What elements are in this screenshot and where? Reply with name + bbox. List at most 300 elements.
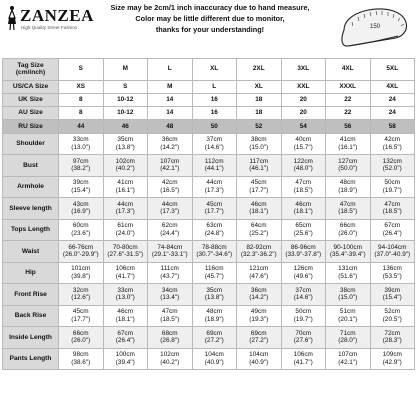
inch-value: (17.7") <box>71 315 91 323</box>
measurement-cell <box>103 219 148 241</box>
measuring-tape-icon <box>338 0 414 56</box>
size-cell: S <box>59 59 104 81</box>
cm-value: 38cm <box>250 136 267 144</box>
size-cell: L <box>148 59 193 81</box>
inch-value: (18.1") <box>249 208 269 216</box>
cm-value: 116cm <box>204 265 224 273</box>
inch-value: (23.6") <box>71 229 91 237</box>
cm-value: 71cm <box>339 329 356 337</box>
cm-value: 33cm <box>117 286 134 294</box>
cm-value: 46cm <box>117 308 134 316</box>
measurement-cell <box>59 219 104 241</box>
measurement-rows <box>3 133 415 370</box>
notice-line-2: Color may be little different due to monitor, <box>135 14 285 23</box>
measurement-cell <box>148 284 193 306</box>
inch-value: (12.6") <box>71 294 91 302</box>
inch-value: (17.3") <box>204 186 224 194</box>
inch-value: (18.5") <box>160 315 180 323</box>
size-cell: 5XL <box>370 59 415 81</box>
inch-value: (40.9") <box>249 358 269 366</box>
measurement-cell <box>103 262 148 284</box>
measurement-cell <box>192 133 237 155</box>
measurement-cell <box>192 176 237 198</box>
inch-value: (27.6") <box>293 337 313 345</box>
measurement-cell <box>148 198 193 220</box>
measurement-row <box>3 327 415 349</box>
cm-value: 63cm <box>206 222 223 230</box>
measurement-cell <box>370 219 415 241</box>
measurement-cell <box>281 219 326 241</box>
measurement-cell <box>148 176 193 198</box>
inch-value: (17.3") <box>160 208 180 216</box>
inch-value: (40.9") <box>204 358 224 366</box>
inch-value: (41.7") <box>293 358 313 366</box>
measurement-cell <box>148 133 193 155</box>
cm-value: 45cm <box>206 200 223 208</box>
inch-value: (33.9"-37.8") <box>285 251 322 259</box>
measurement-cell <box>281 305 326 327</box>
inch-value: (24.4") <box>160 229 180 237</box>
measurement-row <box>3 219 415 241</box>
measurement-row <box>3 155 415 177</box>
inch-value: (38.6") <box>71 358 91 366</box>
notice-line-3: thanks for your understanding! <box>155 25 265 34</box>
inch-value: (16.1") <box>338 143 358 151</box>
inch-value: (17.7") <box>249 186 269 194</box>
size-row <box>3 120 415 133</box>
row-label: Tops Length <box>3 219 59 241</box>
cm-value: 44cm <box>117 200 134 208</box>
cm-value: 41cm <box>339 136 356 144</box>
inch-value: (16.5") <box>382 143 402 151</box>
inch-value: (15.4") <box>382 294 402 302</box>
measurement-cell <box>326 305 371 327</box>
measurement-cell <box>148 327 193 349</box>
cm-value: 107cm <box>160 157 180 165</box>
cm-value: 47cm <box>339 200 356 208</box>
cm-value: 136cm <box>382 265 402 273</box>
cm-value: 46cm <box>295 200 312 208</box>
inch-value: (14.6") <box>204 143 224 151</box>
measurement-cell <box>326 284 371 306</box>
brand-name: ZANZEA <box>20 6 94 25</box>
inch-value: (15.4") <box>71 186 91 194</box>
size-cell: 24 <box>370 93 415 106</box>
inch-value: (13.0") <box>115 294 135 302</box>
cm-value: 86-96cm <box>290 243 316 251</box>
cm-value: 37cm <box>206 136 223 144</box>
measurement-cell <box>148 155 193 177</box>
row-label: Front Rise <box>3 284 59 306</box>
inch-value: (19.7") <box>293 315 313 323</box>
inch-value: (37.0"-40.9") <box>374 251 411 259</box>
cm-value: 98cm <box>72 351 89 359</box>
inch-value: (18.1") <box>115 315 135 323</box>
inch-value: (18.9") <box>338 186 358 194</box>
cm-value: 67cm <box>117 329 134 337</box>
measurement-cell <box>192 219 237 241</box>
cm-value: 82-92cm <box>246 243 272 251</box>
cm-value: 70-80cm <box>112 243 138 251</box>
measurement-cell <box>237 133 282 155</box>
cm-value: 43cm <box>72 200 89 208</box>
inch-value: (27.2") <box>249 337 269 345</box>
size-cell: XL <box>237 80 282 93</box>
inch-value: (13.8") <box>115 143 135 151</box>
row-label: Tag Size (cm/inch) <box>3 59 59 81</box>
measurement-cell <box>59 241 104 263</box>
measurement-cell <box>370 176 415 198</box>
cm-value: 34cm <box>161 286 178 294</box>
measurement-cell <box>192 198 237 220</box>
measurement-cell <box>370 305 415 327</box>
cm-value: 74-84cm <box>157 243 183 251</box>
measurement-cell <box>148 262 193 284</box>
inch-value: (25.2") <box>249 229 269 237</box>
inch-value: (43.7") <box>160 272 180 280</box>
cm-value: 51cm <box>339 308 356 316</box>
measurement-cell <box>326 327 371 349</box>
size-cell: 2XL <box>237 59 282 81</box>
inch-value: (39.4") <box>115 358 135 366</box>
size-cell: 54 <box>281 120 326 133</box>
cm-value: 48cm <box>206 308 223 316</box>
size-cell: 10-12 <box>103 107 148 120</box>
size-cell: 18 <box>237 107 282 120</box>
inch-value: (13.4") <box>160 294 180 302</box>
cm-value: 45cm <box>72 308 89 316</box>
measurement-cell <box>370 198 415 220</box>
cm-value: 131cm <box>338 265 358 273</box>
measurement-cell <box>237 348 282 370</box>
cm-value: 109cm <box>382 351 402 359</box>
size-cell: 56 <box>326 120 371 133</box>
cm-value: 50cm <box>384 179 401 187</box>
row-label: Pants Length <box>3 348 59 370</box>
cm-value: 111cm <box>160 265 179 273</box>
cm-value: 37cm <box>295 286 312 294</box>
inch-value: (14.2") <box>249 294 269 302</box>
inch-value: (25.6") <box>293 229 313 237</box>
measurement-cell <box>326 176 371 198</box>
measurement-cell <box>237 219 282 241</box>
inch-value: (35.4"-39.4") <box>329 251 366 259</box>
inch-value: (26.8") <box>160 337 180 345</box>
size-cell: M <box>103 59 148 81</box>
inch-value: (41.7") <box>115 272 135 280</box>
measurement-row <box>3 284 415 306</box>
cm-value: 60cm <box>72 222 89 230</box>
measurement-cell <box>103 198 148 220</box>
inch-value: (16.9") <box>71 208 91 216</box>
size-cell: XXXL <box>326 80 371 93</box>
size-cell: 14 <box>148 93 193 106</box>
inch-value: (18.5") <box>293 186 313 194</box>
measurement-row <box>3 241 415 263</box>
inch-value: (40.2") <box>115 165 135 173</box>
size-cell: 3XL <box>281 59 326 81</box>
inch-value: (18.5") <box>382 208 402 216</box>
inch-value: (42.1") <box>160 165 180 173</box>
measurement-row <box>3 198 415 220</box>
cm-value: 47cm <box>384 200 401 208</box>
cm-value: 47cm <box>295 179 312 187</box>
inch-value: (29.1"-33.1") <box>151 251 188 259</box>
cm-value: 32cm <box>72 286 89 294</box>
cm-value: 45cm <box>250 179 267 187</box>
size-cell: 4XL <box>370 80 415 93</box>
measurement-cell <box>192 262 237 284</box>
tape-label: 150 <box>370 24 381 30</box>
size-cell: 44 <box>59 120 104 133</box>
cm-value: 46cm <box>250 200 267 208</box>
cm-value: 35cm <box>206 286 223 294</box>
inch-value: (13.8") <box>204 294 224 302</box>
measurement-cell <box>326 219 371 241</box>
inch-value: (17.7") <box>204 208 224 216</box>
cm-value: 126cm <box>293 265 313 273</box>
inch-value: (26.0"-29.9") <box>62 251 99 259</box>
cm-value: 101cm <box>71 265 91 273</box>
measurement-cell <box>103 241 148 263</box>
measurement-cell <box>59 176 104 198</box>
size-row <box>3 93 415 106</box>
inch-value: (14.6") <box>293 294 313 302</box>
cm-value: 106cm <box>115 265 135 273</box>
size-cell: 58 <box>370 120 415 133</box>
measurement-cell <box>237 262 282 284</box>
row-label: Back Rise <box>3 305 59 327</box>
cm-value: 106cm <box>293 351 313 359</box>
inch-value: (19.3") <box>249 315 269 323</box>
measurement-cell <box>326 155 371 177</box>
measurement-row <box>3 262 415 284</box>
cm-value: 36cm <box>161 136 178 144</box>
row-label: Hip <box>3 262 59 284</box>
size-chart-table <box>2 58 415 370</box>
inch-value: (13.0") <box>71 143 91 151</box>
inch-value: (46.1") <box>249 165 269 173</box>
cm-value: 121cm <box>249 265 269 273</box>
measurement-cell <box>192 305 237 327</box>
cm-value: 72cm <box>384 329 401 337</box>
cm-value: 67cm <box>384 222 401 230</box>
size-row <box>3 107 415 120</box>
measurement-cell <box>103 327 148 349</box>
cm-value: 66cm <box>339 222 356 230</box>
size-cell: 16 <box>192 107 237 120</box>
cm-value: 39cm <box>72 179 89 187</box>
measurement-cell <box>237 327 282 349</box>
size-cell: 20 <box>281 93 326 106</box>
measurement-cell <box>281 198 326 220</box>
measurement-row <box>3 305 415 327</box>
measurement-cell <box>370 327 415 349</box>
measurement-cell <box>237 155 282 177</box>
inch-value: (49.6") <box>293 272 313 280</box>
inch-value: (16.5") <box>160 186 180 194</box>
measurement-cell <box>281 133 326 155</box>
inch-value: (50.0") <box>338 165 358 173</box>
cm-value: 100cm <box>115 351 135 359</box>
size-cell: XS <box>59 80 104 93</box>
size-cell: 16 <box>192 93 237 106</box>
measurement-cell <box>281 348 326 370</box>
inch-value: (24.8") <box>204 229 224 237</box>
measurement-cell <box>59 327 104 349</box>
cm-value: 49cm <box>250 308 267 316</box>
cm-value: 102cm <box>115 157 135 165</box>
measurement-cell <box>326 198 371 220</box>
cm-value: 33cm <box>72 136 89 144</box>
row-label: Sleeve length <box>3 198 59 220</box>
measurement-cell <box>326 133 371 155</box>
measurement-cell <box>59 198 104 220</box>
size-cell: 8 <box>59 93 104 106</box>
measurement-cell <box>192 348 237 370</box>
measurement-row <box>3 176 415 198</box>
measurement-cell <box>370 133 415 155</box>
cm-value: 107cm <box>338 351 358 359</box>
inch-value: (42.9") <box>382 358 402 366</box>
inch-value: (32.3"-36.2") <box>240 251 277 259</box>
size-cell: S <box>103 80 148 93</box>
inch-value: (15.0") <box>249 143 269 151</box>
cm-value: 52cm <box>384 308 401 316</box>
size-cell: 24 <box>370 107 415 120</box>
cm-value: 132cm <box>382 157 402 165</box>
cm-value: 69cm <box>250 329 267 337</box>
size-cell: 8 <box>59 107 104 120</box>
measurement-cell <box>103 348 148 370</box>
measurement-cell <box>281 176 326 198</box>
size-cell: 10-12 <box>103 93 148 106</box>
cm-value: 40cm <box>295 136 312 144</box>
cm-value: 70cm <box>295 329 312 337</box>
inch-value: (52.0") <box>382 165 402 173</box>
cm-value: 61cm <box>117 222 134 230</box>
cm-value: 94-104cm <box>378 243 407 251</box>
inch-value: (26.0") <box>338 229 358 237</box>
measurement-cell <box>237 241 282 263</box>
cm-value: 47cm <box>161 308 178 316</box>
inch-value: (51.6") <box>338 272 358 280</box>
size-cell: 14 <box>148 107 193 120</box>
cm-value: 38cm <box>339 286 356 294</box>
size-cell: 18 <box>237 93 282 106</box>
size-cell: XXL <box>281 80 326 93</box>
inch-value: (39.8") <box>71 272 91 280</box>
cm-value: 69cm <box>206 329 223 337</box>
size-cell: 22 <box>326 93 371 106</box>
cm-value: 97cm <box>72 157 89 165</box>
cm-value: 112cm <box>204 157 224 165</box>
inch-value: (18.5") <box>338 208 358 216</box>
cm-value: 42cm <box>161 179 178 187</box>
cm-value: 44cm <box>161 200 178 208</box>
row-label: Inside Length <box>3 327 59 349</box>
inch-value: (18.9") <box>204 315 224 323</box>
cm-value: 127cm <box>338 157 358 165</box>
measurement-cell <box>59 262 104 284</box>
cm-value: 36cm <box>250 286 267 294</box>
measurement-cell <box>370 262 415 284</box>
cm-value: 44cm <box>206 179 223 187</box>
inch-value: (15.7") <box>293 143 313 151</box>
cm-value: 64cm <box>250 222 267 230</box>
measurement-cell <box>148 348 193 370</box>
inch-value: (18.1") <box>293 208 313 216</box>
measurement-cell <box>103 305 148 327</box>
cm-value: 117cm <box>249 157 269 165</box>
measurement-cell <box>103 284 148 306</box>
inch-value: (14.2") <box>160 143 180 151</box>
row-label: AU Size <box>3 107 59 120</box>
size-cell: 20 <box>281 107 326 120</box>
measurement-cell <box>370 284 415 306</box>
cm-value: 102cm <box>160 351 180 359</box>
inch-value: (40.2") <box>160 358 180 366</box>
measurement-cell <box>237 284 282 306</box>
inch-value: (20.5") <box>382 315 402 323</box>
cm-value: 35cm <box>117 136 134 144</box>
measurement-cell <box>370 241 415 263</box>
measurement-cell <box>192 284 237 306</box>
measurement-cell <box>192 155 237 177</box>
cm-value: 66cm <box>72 329 89 337</box>
cm-value: 62cm <box>161 222 178 230</box>
measurement-cell <box>281 327 326 349</box>
inch-value: (48.0") <box>293 165 313 173</box>
cm-value: 41cm <box>117 179 134 187</box>
measurement-cell <box>370 348 415 370</box>
measurement-cell <box>370 155 415 177</box>
cm-value: 42cm <box>384 136 401 144</box>
measurement-cell <box>148 305 193 327</box>
measurement-cell <box>281 262 326 284</box>
inch-value: (15.0") <box>338 294 358 302</box>
inch-value: (26.4") <box>382 229 402 237</box>
row-label: Shoulder <box>3 133 59 155</box>
size-cell: M <box>148 80 193 93</box>
size-cell: XL <box>192 59 237 81</box>
measurement-row <box>3 348 415 370</box>
cm-value: 68cm <box>161 329 178 337</box>
inch-value: (28.0") <box>338 337 358 345</box>
measurement-cell <box>59 305 104 327</box>
measurement-cell <box>237 198 282 220</box>
measurement-cell <box>281 155 326 177</box>
cm-value: 50cm <box>295 308 312 316</box>
inch-value: (45.7") <box>204 272 224 280</box>
measurement-cell <box>59 133 104 155</box>
measurement-cell <box>326 241 371 263</box>
size-rows <box>3 59 415 134</box>
fashion-figure-icon <box>6 5 18 31</box>
measurement-cell <box>148 241 193 263</box>
brand-tagline: High Quality Street Fashion <box>21 25 78 30</box>
size-row <box>3 80 415 93</box>
cm-value: 78-88cm <box>201 243 227 251</box>
measurement-cell <box>59 155 104 177</box>
row-label: Bust <box>3 155 59 177</box>
size-cell: 22 <box>326 107 371 120</box>
measurement-cell <box>103 155 148 177</box>
size-cell: 48 <box>148 120 193 133</box>
inch-value: (42.1") <box>338 358 358 366</box>
size-cell: 50 <box>192 120 237 133</box>
measurement-cell <box>148 219 193 241</box>
